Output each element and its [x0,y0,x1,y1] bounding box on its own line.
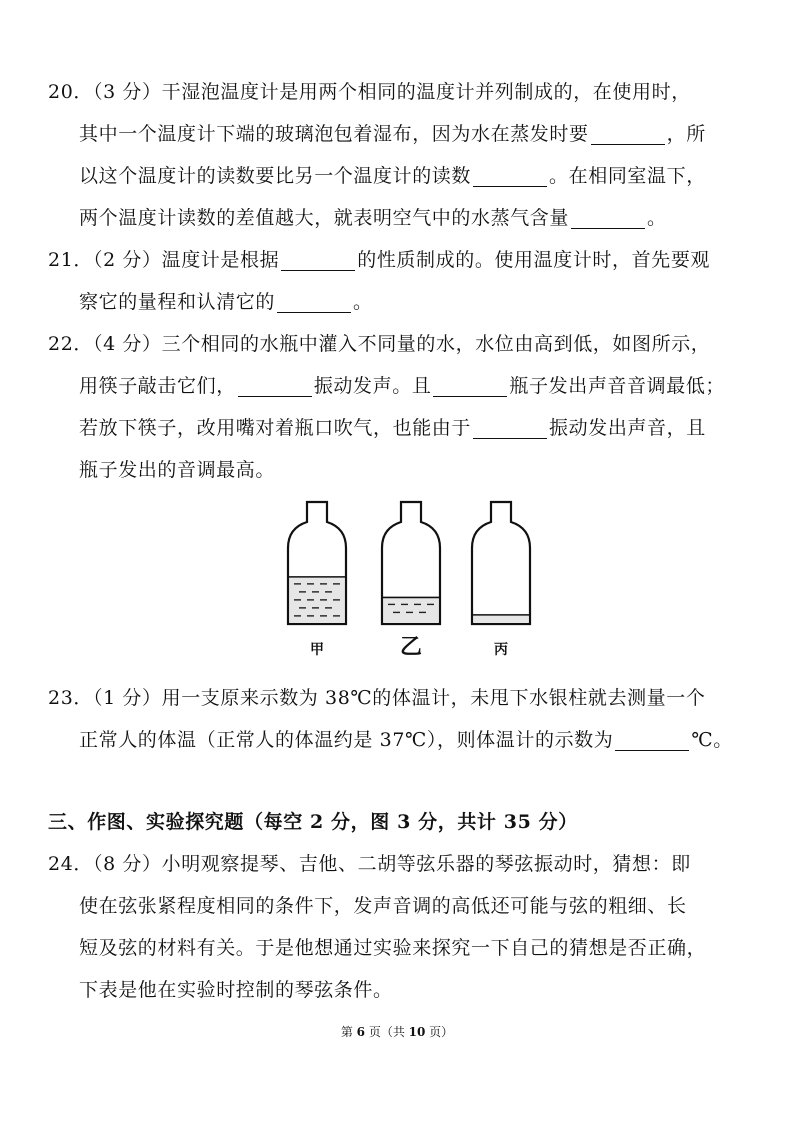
q20-line-3 [79,164,706,188]
bottles-figure [280,496,540,668]
q21-text: 。 [353,291,373,313]
bottle-label: 丙 [494,642,508,658]
bottle-label: 乙 [399,635,423,660]
answer-blank[interactable] [591,124,665,145]
q20-text: 。 [647,207,667,229]
q22-text: 振动发声。且 [313,375,432,397]
q22-text: 瓶子发出声音音调最低； [509,375,726,397]
q22-text: 若放下筷子，改用嘴对着瓶口吹气，也能由于 [79,417,472,439]
q23-text: 正常人的体温（正常人的体温约是 37℃），则体温计的示数为 [79,729,614,751]
bottle-label: 甲 [310,642,324,658]
heading-text: 分，图 [323,811,398,833]
q20-text: ，所 [666,123,706,145]
page-number: 6 [356,1025,365,1039]
water-fill [384,597,439,623]
q24-line-1: 24．（8 分）小明观察提琴、吉他、二胡等弦乐器的琴弦振动时，猜想：即 [48,853,691,875]
bottle-outline [472,502,530,624]
answer-blank[interactable] [571,208,645,229]
heading-text: 分，共计 [410,811,504,833]
q21-text: 察它的量程和认清它的 [79,291,276,313]
q24-line-2: 使在弦张紧程度相同的条件下，发声音调的高低还可能与弦的粗细、长 [79,895,687,917]
heading-text: 三、作图、实验探究题（每空 [48,811,311,833]
q22-line-2 [79,374,725,398]
q20-line-1: 20．（3 分）干湿泡温度计是用两个相同的温度计并列制成的，在使用时， [48,81,691,103]
footer-text: 页（共 [365,1025,409,1039]
q21-text: 的性质制成的。使用温度计时，首先要观 [357,249,711,271]
q22-text: 用筷子敲击它们， [79,375,236,397]
q21-text: 21．（2 分）温度计是根据 [48,249,280,271]
q21-line-1 [48,248,710,272]
q22-line-1: 22．（4 分）三个相同的水瓶中灌入不同量的水，水位由高到低，如图所示， [48,333,711,355]
q20-line-2 [79,122,706,146]
q20-text: 。在相同室温下， [549,165,706,187]
heading-text: 分） [531,811,578,833]
heading-number: 3 [397,811,411,833]
q20-line-4 [79,206,667,230]
heading-number: 35 [503,811,532,833]
q20-text: 两个温度计读数的差值越大，就表明空气中的水蒸气含量 [79,207,570,229]
page-footer [0,1024,794,1040]
answer-blank[interactable] [238,376,312,397]
q22-line-3 [79,416,706,440]
q24-line-3: 短及弦的材料有关。于是他想通过实验来探究一下自己的猜想是否正确， [79,937,707,959]
footer-text: 第 [340,1025,357,1039]
answer-blank[interactable] [433,376,507,397]
q23-text: ℃。 [691,729,733,751]
section-heading [48,810,578,834]
q23-line-2 [79,728,733,752]
answer-blank[interactable] [277,292,351,313]
total-pages: 10 [408,1025,426,1039]
q21-line-2 [79,290,373,314]
q22-text: 振动发出声音，且 [549,417,706,439]
footer-text: 页） [425,1025,454,1039]
q20-text: 以这个温度计的读数要比另一个温度计的读数 [79,165,472,187]
q24-line-4: 下表是他在实验时控制的琴弦条件。 [79,979,393,1001]
water-fill [474,615,529,623]
answer-blank[interactable] [473,166,547,187]
q22-line-4: 瓶子发出的音调最高。 [79,459,276,481]
q23-line-1: 23．（1 分）用一支原来示数为 38℃的体温计，未甩下水银柱就去测量一个 [48,687,706,709]
heading-number: 2 [310,811,324,833]
q20-text: 其中一个温度计下端的玻璃泡包着湿布，因为水在蒸发时要 [79,123,589,145]
answer-blank[interactable] [281,250,355,271]
answer-blank[interactable] [615,730,689,751]
answer-blank[interactable] [473,418,547,439]
